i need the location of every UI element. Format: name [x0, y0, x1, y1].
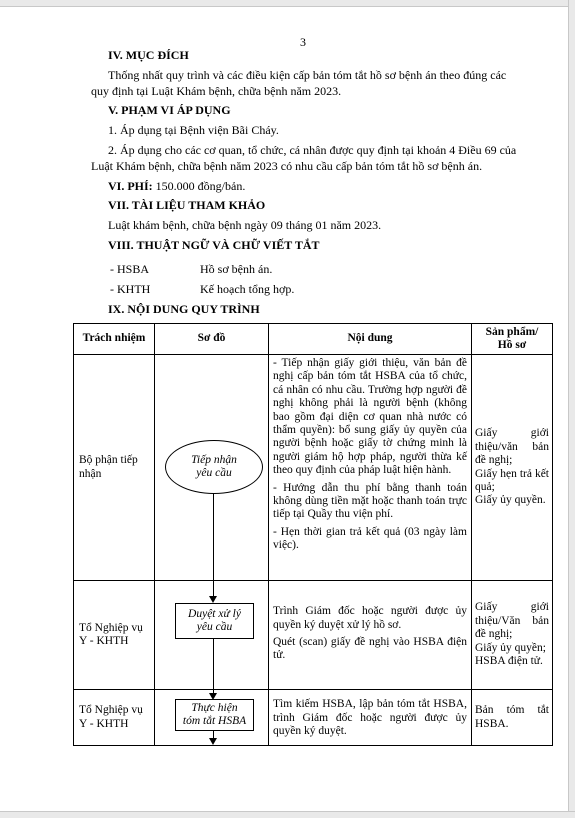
diagram-cell [155, 355, 269, 581]
flow-segment [155, 690, 268, 745]
viewer-top-edge [0, 0, 575, 7]
responsibility-line-2: Y - KHTH [79, 635, 129, 647]
responsibility-line-1: Tổ Nghiệp vụ [79, 704, 143, 717]
step-line-2: yêu cầu [196, 467, 232, 479]
content-cell [269, 690, 472, 746]
responsibility-line-2: Y - KHTH [79, 717, 129, 730]
content-paragraph: Quét (scan) giấy đề nghị vào HSBA điện tử. [273, 636, 467, 662]
section-5-item-1: 1. Áp dụng tại Bệnh viện Bãi Cháy. [108, 123, 279, 137]
step-line-1: Thực hiện [191, 702, 238, 714]
flow-segment [155, 355, 268, 580]
flow-segment [155, 581, 268, 689]
table-header-row [74, 324, 553, 355]
flow-connector [213, 493, 214, 580]
table-row [74, 581, 553, 690]
product-item: HSBA điện tử. [475, 655, 543, 668]
section-4-title: IV. MỤC ĐÍCH [108, 48, 189, 62]
term-meaning: Kế hoạch tổng hợp. [200, 282, 295, 296]
page-number: 3 [300, 35, 306, 49]
viewer-right-edge [568, 0, 575, 818]
header-product [472, 324, 553, 355]
responsibility-cell [74, 690, 155, 746]
process-box [175, 699, 254, 731]
section-9-title: IX. NỘI DUNG QUY TRÌNH [108, 302, 260, 316]
content-paragraph: Trình Giám đốc hoặc người được ủy quyền ký duyệt xử lý hồ sơ. [273, 605, 467, 631]
term-abbr: - HSBA [110, 262, 150, 276]
section-6 [108, 179, 245, 194]
table-row [74, 690, 553, 746]
viewer-bottom-edge [0, 811, 575, 818]
header-product-line-2: Hồ sơ [497, 339, 527, 351]
header-diagram: Sơ đồ [155, 324, 269, 355]
flow-connector [213, 581, 214, 597]
header-product-line-1: Sản phẩm/ [485, 325, 539, 338]
procedure-table [73, 323, 553, 746]
responsibility-line-2: nhận [79, 467, 102, 480]
content-paragraph: - Hướng dẫn thu phí bằng thanh toán không dùng tiền mặt hoặc thanh toán trực tiếp tại Quầy thu viện phí. [273, 481, 467, 521]
arrow-down-icon [209, 596, 217, 603]
step-line-2: tóm tắt HSBA [182, 715, 247, 727]
product-cell [472, 690, 553, 746]
diagram-cell [155, 690, 269, 746]
content-paragraph: - Tiếp nhận giấy giới thiệu, văn bản đề nghị cấp bản tóm tắt HSBA của tổ chức, cá nhân có nhu cầu. Trường hợp người đề nghị không phải là người bệnh (không bao gồm đại diện cơ quan nhà nước có thẩm quyền): bổ sung giấy ủy quyền của người bệnh hoặc giấy tờ chứng minh là người giám hộ hợp pháp, người thừa kế theo quy định của pháp luật hiện hành. [273, 357, 467, 477]
section-8-title: VIII. THUẬT NGỮ VÀ CHỮ VIẾT TẮT [108, 238, 320, 252]
header-responsibility: Trách nhiệm [74, 324, 155, 355]
diagram-cell [155, 581, 269, 690]
arrow-down-icon [209, 738, 217, 745]
section-7-title: VII. TÀI LIỆU THAM KHẢO [108, 198, 266, 212]
content-cell [269, 581, 472, 690]
step-line-2: yêu cầu [196, 621, 233, 633]
section-4-line-1: Thống nhất quy trình và các điều kiện cấp bản tóm tắt hồ sơ bệnh án theo đúng các [108, 68, 507, 82]
section-7-line-1: Luật khám bệnh, chữa bệnh ngày 09 tháng 01 năm 2023. [108, 218, 382, 232]
section-5-item-2-line-2: Luật Khám bệnh, chữa bệnh năm 2023 có nhu cầu cấp bản tóm tắt hồ sơ bệnh án. [91, 159, 483, 173]
product-item: Giấy giới thiệu/văn bản đề nghị; [475, 427, 549, 467]
term-meaning: Hồ sơ bệnh án. [200, 262, 273, 276]
responsibility-cell [74, 581, 155, 690]
product-cell [472, 355, 553, 581]
section-6-title: VI. PHÍ: [108, 179, 153, 193]
step-line-1: Duyệt xử lý [188, 608, 241, 620]
section-5-title: V. PHẠM VI ÁP DỤNG [108, 103, 231, 117]
product-item: Giấy ủy quyền. [475, 494, 546, 507]
start-oval [165, 440, 263, 494]
flow-connector [213, 639, 214, 689]
responsibility-line-1: Tổ Nghiệp vụ [79, 621, 143, 634]
product-item: Giấy giới thiệu/Văn bản đề nghị; [475, 601, 549, 641]
product-item: Giấy ủy quyền; [475, 641, 546, 654]
responsibility-line-1: Bộ phận tiếp [79, 454, 138, 467]
product-item: Bản tóm tắt HSBA. [475, 704, 549, 730]
process-box [175, 603, 254, 639]
content-paragraph: Tìm kiếm HSBA, lập bản tóm tắt HSBA, trình Giám đốc hoặc người được ủy quyền ký duyệt. [273, 698, 467, 738]
content-paragraph: - Hẹn thời gian trả kết quả (03 ngày làm việc). [273, 525, 467, 552]
section-5-item-2-line-1: 2. Áp dụng cho các cơ quan, tổ chức, cá nhân được quy định tại khoản 4 Điều 69 của [108, 143, 517, 157]
product-cell [472, 581, 553, 690]
table-row [74, 355, 553, 581]
section-4-line-2: quy định tại Luật Khám bệnh, chữa bệnh năm 2023. [91, 84, 342, 98]
section-6-value: 150.000 đồng/bản. [152, 179, 246, 193]
header-content: Nội dung [269, 324, 472, 355]
responsibility-cell [74, 355, 155, 581]
term-abbr: - KHTH [110, 282, 151, 296]
product-item: Giấy hẹn trả kết quả; [475, 467, 549, 493]
content-cell [269, 355, 472, 581]
step-line-1: Tiếp nhận [191, 454, 237, 466]
